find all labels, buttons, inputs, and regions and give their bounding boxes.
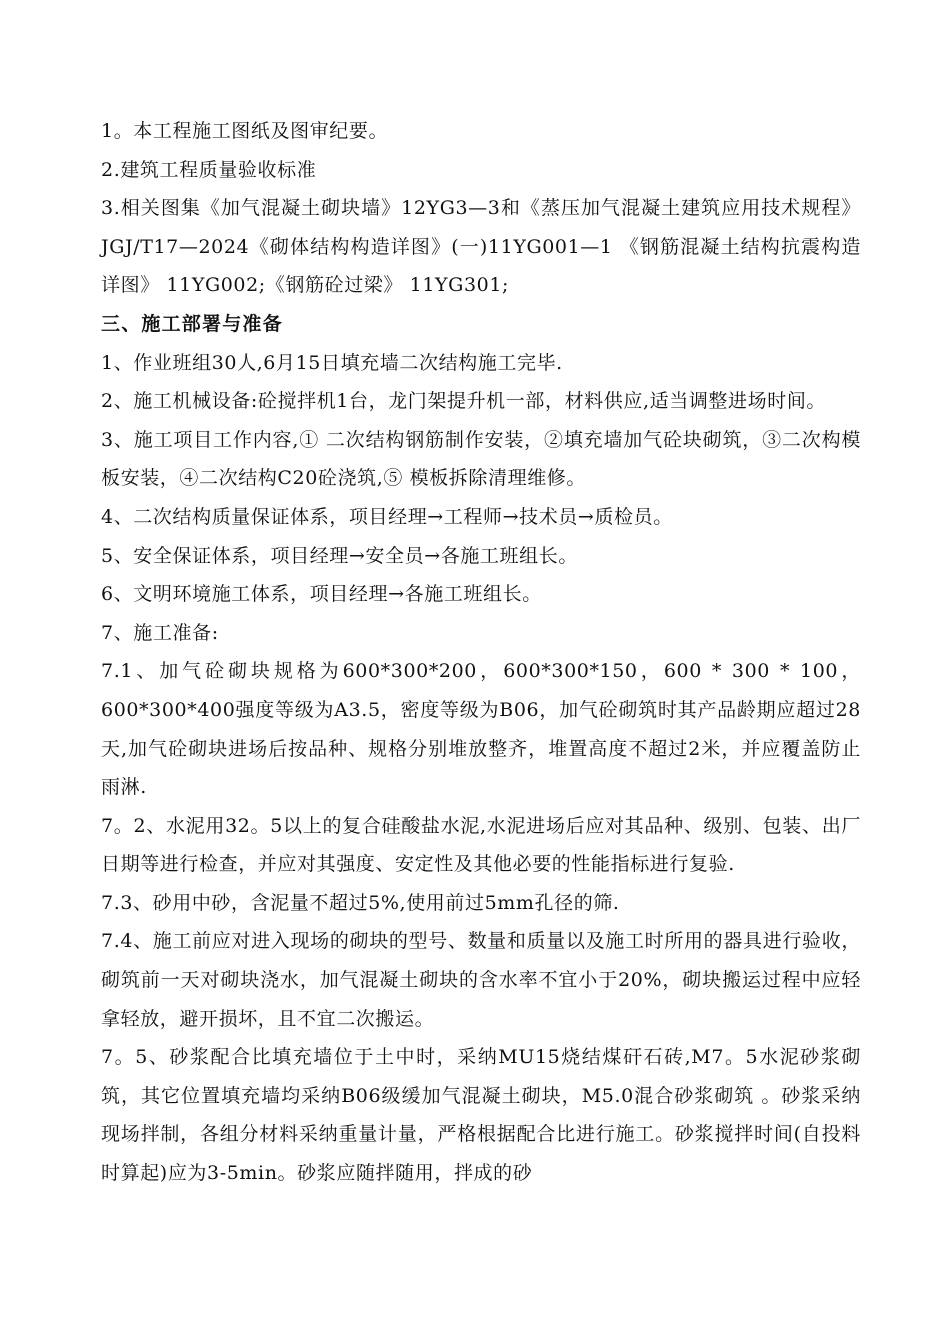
section-heading-deployment: 三、施工部署与准备 bbox=[101, 312, 283, 335]
paragraph-7-3-sand: 7.3、砂用中砂，含泥量不超过5%,使用前过5mm孔径的筛. bbox=[101, 891, 620, 914]
paragraph-7-4-inspection: 7.4、施工前应对进入现场的砌块的型号、数量和质量以及施工时所用的器具进行验收，砌筑前一天对砌块浇水，加气混凝土砌块的含水率不宜小于20%，砌块搬运过程中应轻拿轻放，避开损坏，且不宜二次搬运。 bbox=[101, 930, 861, 1030]
paragraph-reference-atlases: 3.相关图集《加气混凝土砌块墙》12YG3—3和《蒸压加气混凝土建筑应用技术规程》JGJ/T17—2024《砌体结构构造详图》(一)11YG001—1 《钢筋混凝土结构抗震构造详图》 11YG002;《钢筋砼过梁》 11YG301; bbox=[101, 197, 861, 297]
paragraph-work-content: 3、施工项目工作内容,① 二次结构钢筋制作安装，②填充墙加气砼块砌筑，③二次构模板安装，④二次结构C20砼浇筑,⑤ 模板拆除清理维修。 bbox=[101, 428, 861, 490]
paragraph-7-1-blocks: 7.1、加气砼砌块规格为600*300*200，600*300*150，600 * 300 * 100，600*300*400强度等级为A3.5，密度等级为B06，加气砼砌筑时其产品龄期应超过28天,加气砼砌块进场后按品种、规格分别堆放整齐，堆置高度不超过2米，并应覆盖防止雨淋. bbox=[101, 660, 861, 799]
paragraph-work-team: 1、作业班组30人,6月15日填充墙二次结构施工完毕. bbox=[101, 351, 563, 374]
paragraph-environment-system: 6、文明环境施工体系，项目经理→各施工班组长。 bbox=[101, 583, 542, 606]
paragraph-acceptance-standard: 2.建筑工程质量验收标准 bbox=[101, 158, 317, 181]
paragraph-7-5-mortar: 7。5、砂浆配合比填充墙位于土中时，采纳MU15烧结煤矸石砖,M7。5水泥砂浆砌筑，其它位置填充墙均采纳B06级缓加气混凝土砌块，M5.0混合砂浆砌筑 。砂浆采纳现场拌制，各组分材料采纳重量计量，严格根据配合比进行施工。砂浆搅拌时间(自投料时算起)应为3-5min。砂浆应随拌随用，拌成的砂 bbox=[101, 1046, 861, 1185]
paragraph-machinery: 2、施工机械设备:砼搅拌机1台，龙门架提升机一部，材料供应,适当调整进场时间。 bbox=[101, 390, 827, 413]
paragraph-preparation: 7、施工准备: bbox=[101, 621, 219, 644]
paragraph-drawings: 1。本工程施工图纸及图审纪要。 bbox=[101, 120, 389, 142]
paragraph-quality-system: 4、二次结构质量保证体系，项目经理→工程师→技术员→质检员。 bbox=[101, 505, 673, 528]
paragraph-safety-system: 5、安全保证体系，项目经理→安全员→各施工班组长。 bbox=[101, 544, 578, 567]
paragraph-7-2-cement: 7。2、水泥用32。5以上的复合硅酸盐水泥,水泥进场后应对其品种、级别、包装、出厂日期等进行检查，并应对其强度、安定性及其他必要的性能指标进行复验. bbox=[101, 814, 861, 876]
document-body bbox=[101, 112, 861, 1193]
